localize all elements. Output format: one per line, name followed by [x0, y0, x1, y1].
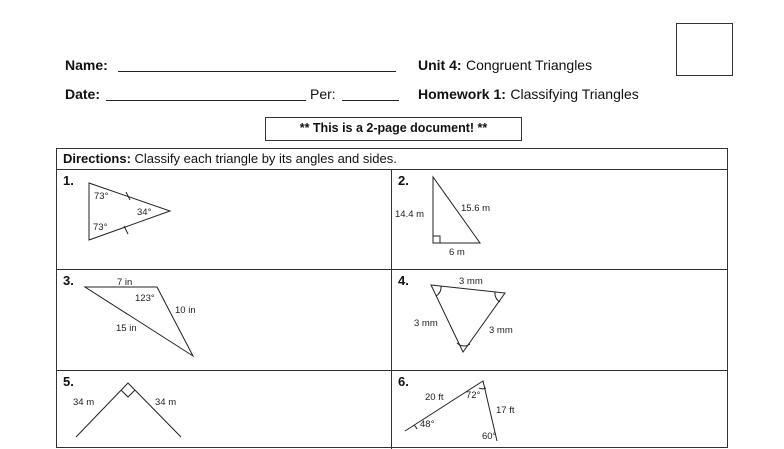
problem-1-label: 73°: [94, 191, 109, 202]
problem-2-label: 15.6 m: [461, 203, 491, 214]
problem-4-number: 4.: [398, 273, 409, 288]
problem-1-number: 1.: [63, 173, 74, 188]
angle-mark: [436, 286, 441, 296]
problem-4-label: 3 mm: [459, 276, 483, 287]
unit-title: Congruent Triangles: [466, 57, 593, 73]
name-label: Name:: [65, 57, 108, 73]
directions-text: Classify each triangle by its angles and sides.: [134, 151, 397, 166]
problem-3-number: 3.: [63, 273, 74, 288]
problem-5-label: 34 m: [73, 397, 95, 408]
problem-3-label: 123°: [135, 293, 155, 304]
problem-2-label: 6 m: [449, 247, 465, 258]
problem-2-number: 2.: [398, 173, 409, 188]
triangle-5: [76, 383, 181, 437]
triangle-4: [431, 285, 505, 352]
angle-mark: [414, 425, 417, 429]
problem-3-label: 15 in: [116, 323, 137, 334]
problem-3-label: 7 in: [117, 277, 133, 288]
problem-3-label: 10 in: [175, 305, 196, 316]
problem-6-label: 60°: [482, 431, 497, 441]
right-angle-mark: [433, 236, 440, 243]
unit-label: Unit 4:: [418, 57, 462, 73]
problem-6-label: 20 ft: [425, 392, 444, 403]
problem-4-label: 3 mm: [414, 318, 438, 329]
angle-mark: [479, 388, 486, 389]
problem-5-number: 5.: [63, 374, 74, 389]
problem-2-label: 14.4 m: [395, 209, 425, 220]
problem-1-label: 73°: [93, 222, 108, 233]
problem-1-label: 34°: [137, 207, 152, 218]
right-angle-mark: [121, 390, 135, 397]
homework-label: Homework 1:: [418, 86, 506, 102]
problem-6-number: 6.: [398, 374, 409, 389]
problem-6-label: 17 ft: [496, 405, 515, 416]
page-notice: ** This is a 2-page document! **: [265, 117, 522, 141]
date-label: Date:: [65, 86, 101, 102]
problem-5-label: 34 m: [155, 397, 177, 408]
homework-title: Classifying Triangles: [510, 86, 639, 102]
directions-label: Directions:: [63, 151, 131, 166]
problem-6-label: 48°: [420, 419, 435, 430]
period-label: Per:: [310, 86, 336, 102]
problem-4-label: 3 mm: [489, 325, 513, 336]
problem-6-label: 72°: [466, 390, 481, 401]
